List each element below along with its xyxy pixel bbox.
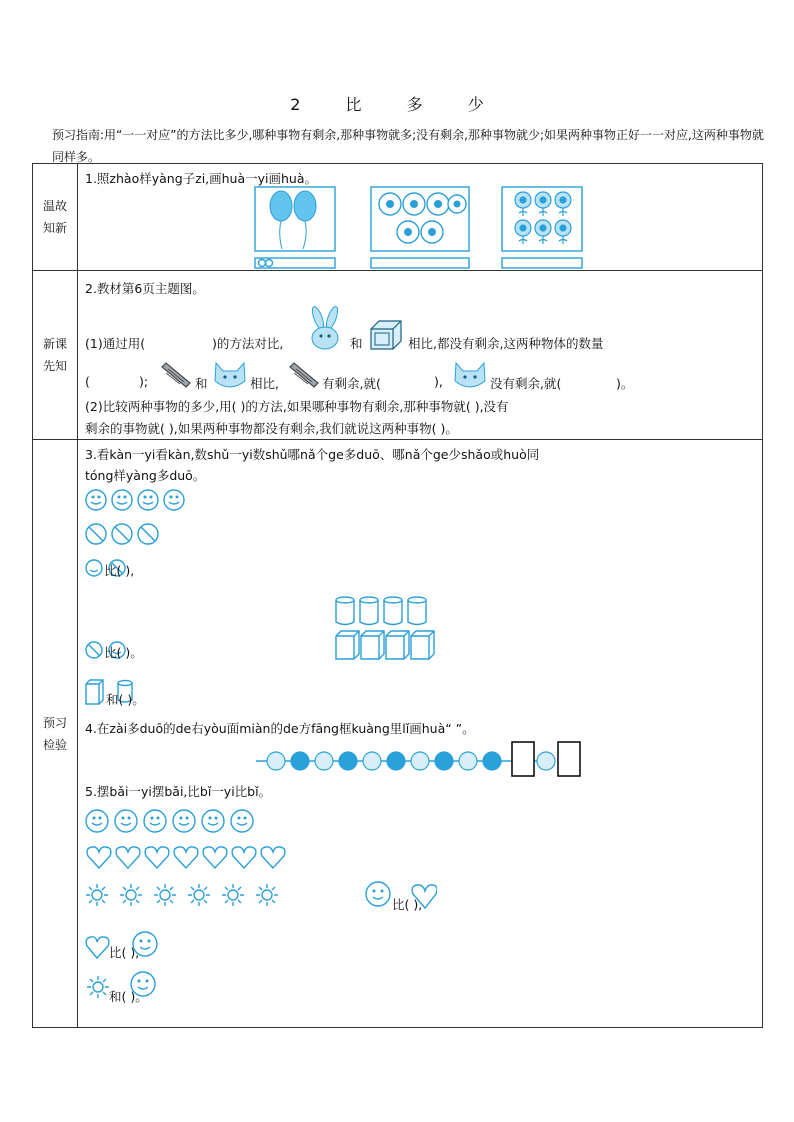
sun-row (85, 882, 295, 908)
ball-box (370, 186, 470, 270)
cat-icon (211, 359, 249, 391)
no-sign-row (85, 522, 175, 546)
answer-box[interactable] (558, 742, 580, 776)
page-title: 2 比 多 少 (290, 95, 504, 114)
q5-text: 5.摆bǎi一yi摆bǎi,比bǐ一yi比bǐ。 (85, 784, 272, 799)
box-icon (369, 319, 403, 351)
section-label-review: 温故 知新 (33, 164, 78, 271)
smiley-row (85, 488, 195, 512)
flower-icon (535, 220, 551, 244)
flower-icon (535, 192, 551, 216)
flower-icon (515, 220, 531, 244)
answer-box[interactable] (502, 258, 582, 268)
section-label-preview: 预习 检验 (33, 440, 78, 1028)
q1-text: 1.照zhào样yàng子zi,画huà一yi画huà。 (85, 171, 318, 186)
preview-guide: 预习指南:用“一一对应”的方法比多少,哪种事物有剩余,那种事物就多;没有剩余,那种事物就少;如果两种事物正好一一对应,这两种事物就同样多。 (52, 128, 764, 164)
flower-icon (515, 192, 531, 216)
flower-box (501, 186, 583, 270)
section-label-new: 新课 先知 (33, 271, 78, 440)
preview-questions: 3.看kàn一yi看kàn,数shǔ一yi数shǔ哪nǎ个ge多duō、哪nǎ个ge少shǎo或huò同 tóng样yàng多duō。 比( ), 比( )。 和( )。 4.在zài多duō的de右yòu面miàn的de方fāng框kuàng里lǐ画huà“ ”。 5.摆bǎi一yi摆bǎi,比bǐ一yi比bǐ。 比( ), 比( ), 和( )。 (78, 440, 762, 1027)
rabbit-icon (305, 306, 345, 352)
log-icon (286, 361, 320, 391)
q3-text: 3.看kàn一yi看kàn,数shǔ一yi数shǔ哪nǎ个ge多duō、哪nǎ个ge少shǎo或huò同 (85, 447, 540, 462)
bead-string (254, 738, 584, 778)
answer-box[interactable] (371, 258, 469, 268)
flower-icon (555, 220, 571, 244)
answer-box[interactable] (512, 742, 534, 776)
q4-text: 4.在zài多duō的de右yòu面miàn的de方fāng框kuàng里lǐ画huà“ ”。 (85, 721, 475, 736)
q2-heading: 2.教材第6页主题图。 (85, 281, 205, 296)
smiley-row (85, 808, 265, 834)
balloon-icon (294, 191, 316, 221)
question-2: 2.教材第6页主题图。 (1)通过用( )的方法对比, 和 相比,都没有剩余,这两种物体的数量 ( ); 和 相比, 有剩余,就( ), 没有剩余,就( )。 (2)比较两种事物的多少,用( )的方法,如果哪种事物有剩余,那种事物就( ),没有 剩余的事物就( ),如果两种事物都没有剩余,我们就说这两种事物( )。 (85, 281, 634, 436)
flower-icon (555, 192, 571, 216)
worksheet-table (32, 163, 763, 1028)
cat-icon (451, 359, 489, 391)
cylinder-cube-group (335, 596, 435, 666)
balloon-icon (270, 191, 292, 221)
question-1 (78, 164, 762, 270)
heart-row (85, 844, 295, 872)
log-icon (158, 361, 192, 391)
balloon-box (254, 186, 336, 270)
